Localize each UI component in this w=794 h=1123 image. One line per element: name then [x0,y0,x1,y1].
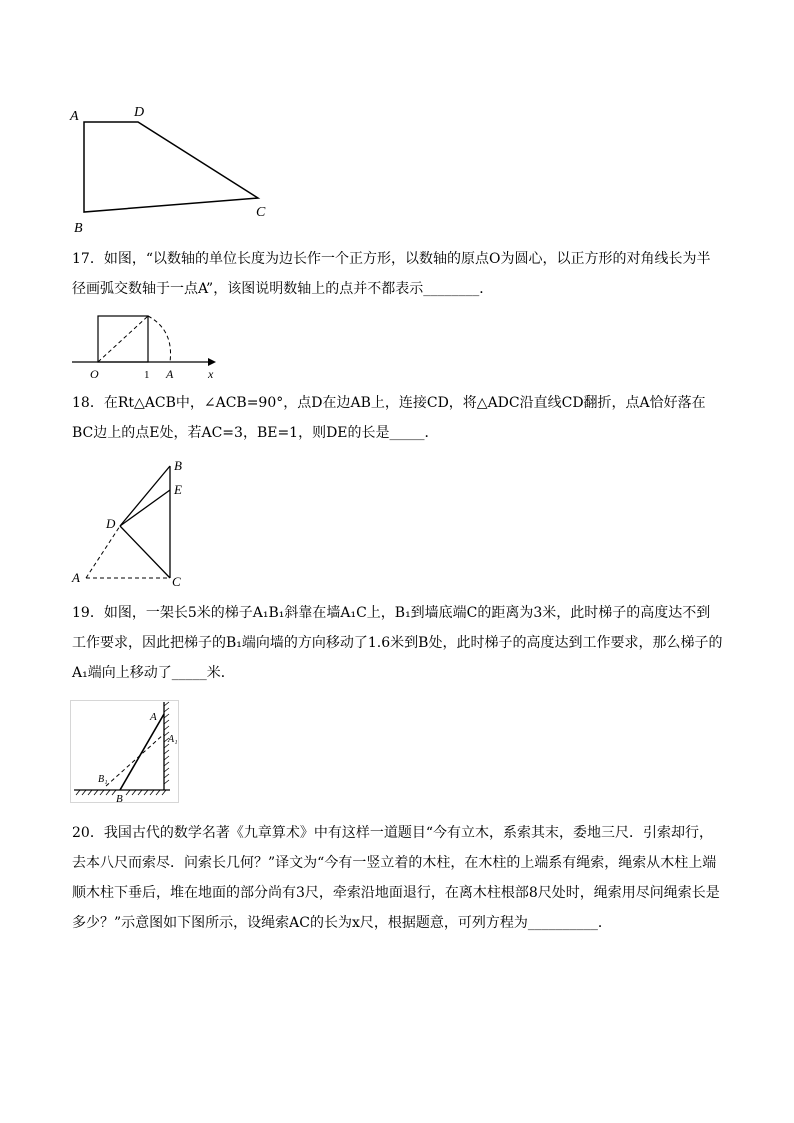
fig18-label-a: A [72,570,80,585]
segment-dc [120,526,170,578]
fig19-label-a1: A₁ [168,734,178,745]
fig16-label-b: B [74,221,83,236]
fig19-label-a: A [150,711,157,723]
fig16-label-d: D [134,105,145,120]
figure-19-ladder [70,700,182,808]
segment-ad [86,526,120,578]
question-20 [72,818,724,938]
trapezoid-abcd [84,122,258,212]
fig16-label-c: C [256,205,266,220]
fig17-label-one: 1 [144,369,150,381]
fig18-label-b: B [174,458,182,473]
fig17-label-a: A [166,367,174,381]
fig17-label-x: x [208,367,214,381]
question-19-text: 19．如图，一架长5米的梯子A₁B₁斜靠在墙A₁C上，B₁到墙底端C的距离为3米，此时梯子的高度达不到工作要求，因此把梯子的B₁端向墙的方向移动了1.6米到B处，此时梯子的高度达到工作要求，那么梯子的A₁端向上移动了_____米． [72,605,723,681]
axis-arrow-icon [208,358,216,366]
fig19-label-b1: B₁ [98,774,108,785]
figure-17-number-line [70,310,230,382]
question-19 [72,598,724,688]
question-17 [72,244,724,304]
figure-16-trapezoid [60,100,280,240]
compass-arc [148,316,171,362]
figure-18-triangle [68,452,198,592]
fig18-label-c: C [172,574,181,589]
ladder-ab [120,714,164,790]
question-20-text: 20．我国古代的数学名著《九章算术》中有这样一道题目“今有立木，系索其末，委地三尺．引索却行，去本八尺而索尽．问索长几何？”译文为“今有一竖立着的木柱，在木柱的上端系有绳索，绳索从木柱上端顺木柱下垂后，堆在地面的部分尚有3尺，牵索沿地面退行，在离木柱根部8尺处时，绳索用尽问绳索长是多少？”示意图如下图所示，设绳索AC的长为x尺，根据题意，可列方程为__________． [72,825,720,931]
square-diagonal [98,316,148,362]
question-18 [72,388,724,448]
ladder-a1b1 [106,734,164,786]
fig19-label-b: B [116,793,123,805]
fig18-label-d: D [106,516,116,531]
fig16-label-a: A [70,109,79,124]
question-17-text: 17．如图，“以数轴的单位长度为边长作一个正方形，以数轴的原点O为圆心，以正方形的对角线长为半径画弧交数轴于一点A”，该图说明数轴上的点并不都表示________． [72,251,711,297]
question-18-text: 18．在Rt△ACB中，∠ACB=90°，点D在边AB上，连接CD，将△ADC沿直线CD翻折，点A恰好落在BC边上的点E处，若AC=3，BE=1，则DE的长是_____． [72,395,706,441]
fig18-label-e: E [174,482,182,497]
fig17-label-o: O [90,367,99,381]
